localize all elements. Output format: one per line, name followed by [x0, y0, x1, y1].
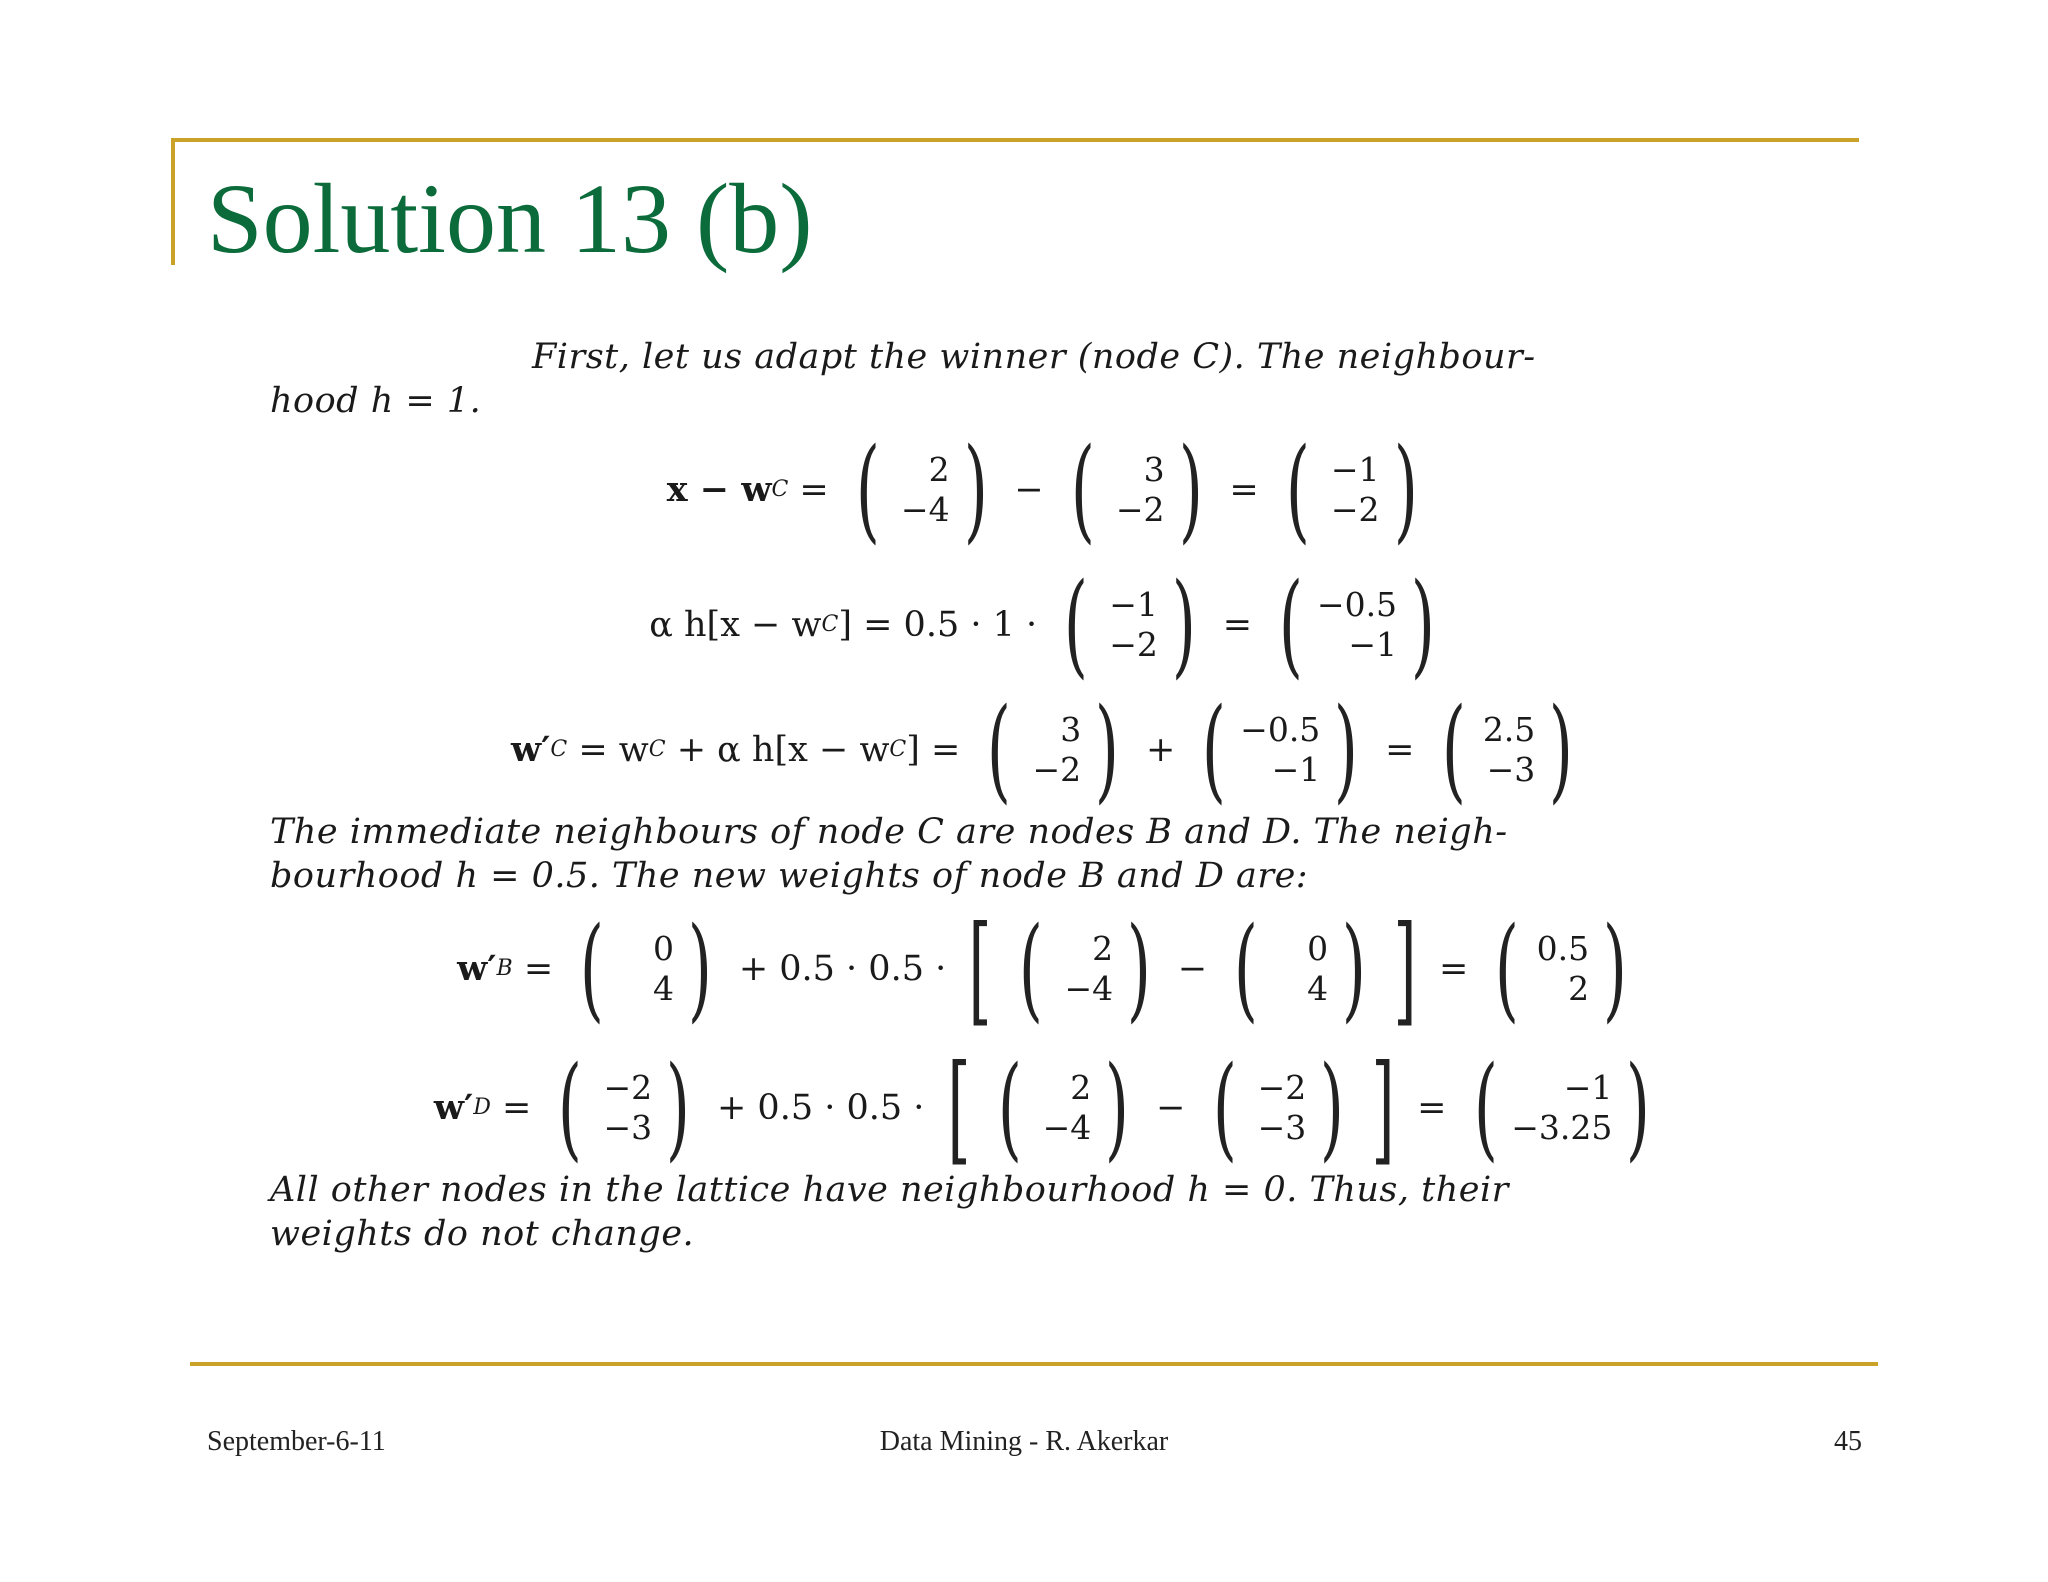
parenthesis: )	[1178, 424, 1203, 555]
vector-entry: −2	[1109, 624, 1158, 664]
eq5-bracket-open: [	[947, 1038, 971, 1177]
parenthesis: (	[1285, 424, 1310, 555]
vector-entry: −4	[900, 489, 950, 529]
footer-date: September-6-11	[207, 1426, 386, 1457]
eq5-equals-2: =	[1406, 1087, 1458, 1128]
vector-entry: −2	[1032, 749, 1082, 789]
parenthesis: (	[1070, 424, 1095, 555]
vector-entry: 3	[1060, 709, 1082, 749]
eq4-factor: + 0.5 · 0.5 ·	[727, 948, 958, 989]
parenthesis: )	[1126, 903, 1151, 1034]
vector-entry: −2	[1330, 489, 1380, 529]
eq3-mid-sub: C	[648, 737, 666, 762]
parenthesis: )	[1393, 424, 1418, 555]
vector-values	[1105, 450, 1169, 530]
vector-entry: 2	[1568, 968, 1590, 1008]
vector-entry: −0.5	[1316, 584, 1398, 624]
parenthesis: (	[1234, 903, 1259, 1034]
eq4-lhs: w′	[457, 948, 497, 989]
parenthesis: )	[963, 424, 988, 555]
parenthesis: )	[1105, 1042, 1130, 1173]
eq3-mid-sub-2: C	[889, 737, 907, 762]
vector-values	[1320, 450, 1384, 530]
eq4-vector-2	[1009, 903, 1160, 1034]
parenthesis: )	[1626, 1042, 1651, 1173]
eq3-vector-1	[977, 684, 1128, 815]
vector-entry: 0	[1307, 928, 1329, 968]
eq3-lhs-sub: C	[550, 737, 568, 762]
eq1-equals: =	[788, 469, 840, 510]
vector-entry: 4	[652, 968, 674, 1008]
parenthesis: )	[1171, 559, 1196, 690]
vector-values	[1236, 710, 1324, 790]
left-rule	[171, 138, 175, 265]
eq5-vector-2	[988, 1042, 1139, 1173]
vector-values	[1268, 929, 1332, 1009]
vector-values	[1507, 1068, 1616, 1148]
vector-values	[614, 929, 678, 1009]
vector-entry: −1	[1563, 1067, 1613, 1107]
eq4-vector-1	[570, 903, 721, 1034]
parenthesis: )	[1095, 684, 1120, 815]
eq2-vector-1	[1054, 559, 1205, 690]
vector-entry: −1	[1348, 624, 1398, 664]
eq5-lhs-sub: D	[473, 1095, 491, 1120]
equation-3	[270, 684, 1830, 815]
vector-entry: −1	[1271, 749, 1321, 789]
paragraph-1: First, let us adapt the winner (node C). The neighbour-	[532, 337, 1536, 377]
eq2-lhs-sub: C	[821, 612, 839, 637]
parenthesis: )	[1334, 684, 1359, 815]
footer-rule	[190, 1362, 1878, 1366]
parenthesis: )	[1320, 1042, 1345, 1173]
vector-values	[1021, 710, 1085, 790]
eq3-lhs: w′	[511, 729, 551, 770]
eq5-minus: −	[1144, 1087, 1197, 1128]
page-number: 45	[1834, 1426, 1862, 1457]
eq5-vector-1	[548, 1042, 699, 1173]
equation-5	[270, 1038, 1830, 1177]
eq4-vector-3	[1224, 903, 1375, 1034]
eq5-vector-4	[1464, 1042, 1661, 1173]
equation-1	[270, 424, 1830, 555]
vector-entry: 0.5	[1536, 928, 1590, 968]
top-rule	[171, 138, 1859, 142]
eq3-mid: = w	[567, 729, 649, 770]
vector-values	[1475, 710, 1539, 790]
vector-values	[1313, 585, 1401, 665]
parenthesis: (	[558, 1042, 583, 1173]
paragraph-3b: weights do not change.	[270, 1214, 695, 1254]
parenthesis: (	[1495, 903, 1520, 1034]
eq3-vector-3	[1432, 684, 1583, 815]
parenthesis: )	[665, 1042, 691, 1173]
vector-entry: 0	[652, 928, 674, 968]
eq4-bracket-close: ]	[1393, 899, 1417, 1038]
eq4-lhs-sub: B	[496, 956, 513, 981]
eq1-vector-2	[1061, 424, 1212, 555]
parenthesis: )	[1410, 559, 1435, 690]
parenthesis: (	[580, 903, 605, 1034]
paragraph-2: The immediate neighbours of node C are nodes B and D. The neigh-	[270, 812, 1508, 852]
eq1-vector-1	[846, 424, 997, 555]
eq2-lhs: α h[x − w	[649, 604, 822, 645]
paragraph-2b: bourhood h = 0.5. The new weights of node B and D are:	[270, 856, 1309, 896]
vector-entry: −4	[1064, 968, 1114, 1008]
eq5-lhs: w′	[433, 1087, 474, 1128]
vector-entry: −3	[1257, 1107, 1307, 1147]
eq4-minus: −	[1166, 948, 1219, 989]
eq5-factor: + 0.5 · 0.5 ·	[705, 1087, 936, 1128]
eq1-equals-2: =	[1218, 469, 1270, 510]
equation-4	[270, 899, 1830, 1038]
equation-2	[270, 559, 1830, 690]
vector-entry: 2	[1070, 1067, 1092, 1107]
eq5-bracket-close: ]	[1371, 1038, 1395, 1177]
parenthesis: )	[1341, 903, 1366, 1034]
eq1-lhs: x − w	[666, 469, 772, 510]
vector-values	[1031, 1068, 1095, 1148]
eq1-vector-3	[1276, 424, 1427, 555]
eq4-equals: =	[512, 948, 565, 989]
vector-entry: −3	[1486, 749, 1536, 789]
vector-entry: −3.25	[1511, 1107, 1613, 1147]
eq5-vector-3	[1203, 1042, 1354, 1173]
parenthesis: (	[1441, 684, 1466, 815]
vector-values	[1053, 929, 1117, 1009]
vector-entry: 2	[928, 449, 950, 489]
vector-entry: −2	[603, 1067, 653, 1107]
parenthesis: (	[987, 684, 1012, 815]
parenthesis: )	[687, 903, 712, 1034]
parenthesis: (	[1064, 559, 1089, 690]
eq5-equals: =	[490, 1087, 543, 1128]
parenthesis: (	[997, 1042, 1022, 1173]
vector-entry: 2	[1092, 928, 1114, 968]
vector-entry: −2	[1257, 1067, 1307, 1107]
paragraph-1b: hood h = 1.	[270, 381, 482, 421]
vector-values	[1246, 1068, 1310, 1148]
vector-values	[592, 1068, 656, 1148]
eq4-vector-4	[1485, 903, 1636, 1034]
vector-entry: −1	[1109, 584, 1158, 624]
vector-values	[1098, 585, 1162, 665]
vector-values	[890, 450, 954, 530]
eq1-lhs-sub: C	[771, 477, 789, 502]
vector-entry: −4	[1042, 1107, 1092, 1147]
eq2-lhs-end: ] = 0.5 · 1 ·	[838, 604, 1049, 645]
vector-entry: 3	[1143, 449, 1165, 489]
parenthesis: (	[1473, 1042, 1498, 1173]
vector-entry: −2	[1115, 489, 1165, 529]
parenthesis: (	[1202, 684, 1227, 815]
eq1-minus: −	[1003, 469, 1055, 510]
paragraph-3: All other nodes in the lattice have neighbourhood h = 0. Thus, their	[270, 1170, 1509, 1210]
eq3-mid-end: + α h[x − w	[665, 729, 890, 770]
vector-values	[1529, 929, 1593, 1009]
parenthesis: (	[1212, 1042, 1237, 1173]
slide-title: Solution 13 (b)	[207, 163, 813, 274]
parenthesis: (	[855, 424, 880, 555]
eq3-vector-2	[1192, 684, 1368, 815]
eq3-mid-end-2: ] =	[906, 729, 972, 770]
vector-entry: −0.5	[1240, 709, 1321, 749]
eq4-bracket-open: [	[968, 899, 992, 1038]
eq2-vector-2	[1269, 559, 1445, 690]
parenthesis: )	[1602, 903, 1627, 1034]
parenthesis: (	[1279, 559, 1304, 690]
eq3-plus: +	[1134, 729, 1187, 770]
eq4-equals-2: =	[1427, 948, 1480, 989]
slide-content	[270, 335, 1830, 1256]
parenthesis: )	[1549, 684, 1574, 815]
parenthesis: (	[1019, 903, 1044, 1034]
vector-entry: 2.5	[1482, 709, 1536, 749]
eq2-equals: =	[1211, 604, 1264, 645]
vector-entry: 4	[1307, 968, 1329, 1008]
eq3-equals: =	[1374, 729, 1426, 770]
vector-entry: −1	[1330, 449, 1380, 489]
footer-title: Data Mining - R. Akerkar	[879, 1426, 1169, 1457]
vector-entry: −3	[603, 1107, 653, 1147]
